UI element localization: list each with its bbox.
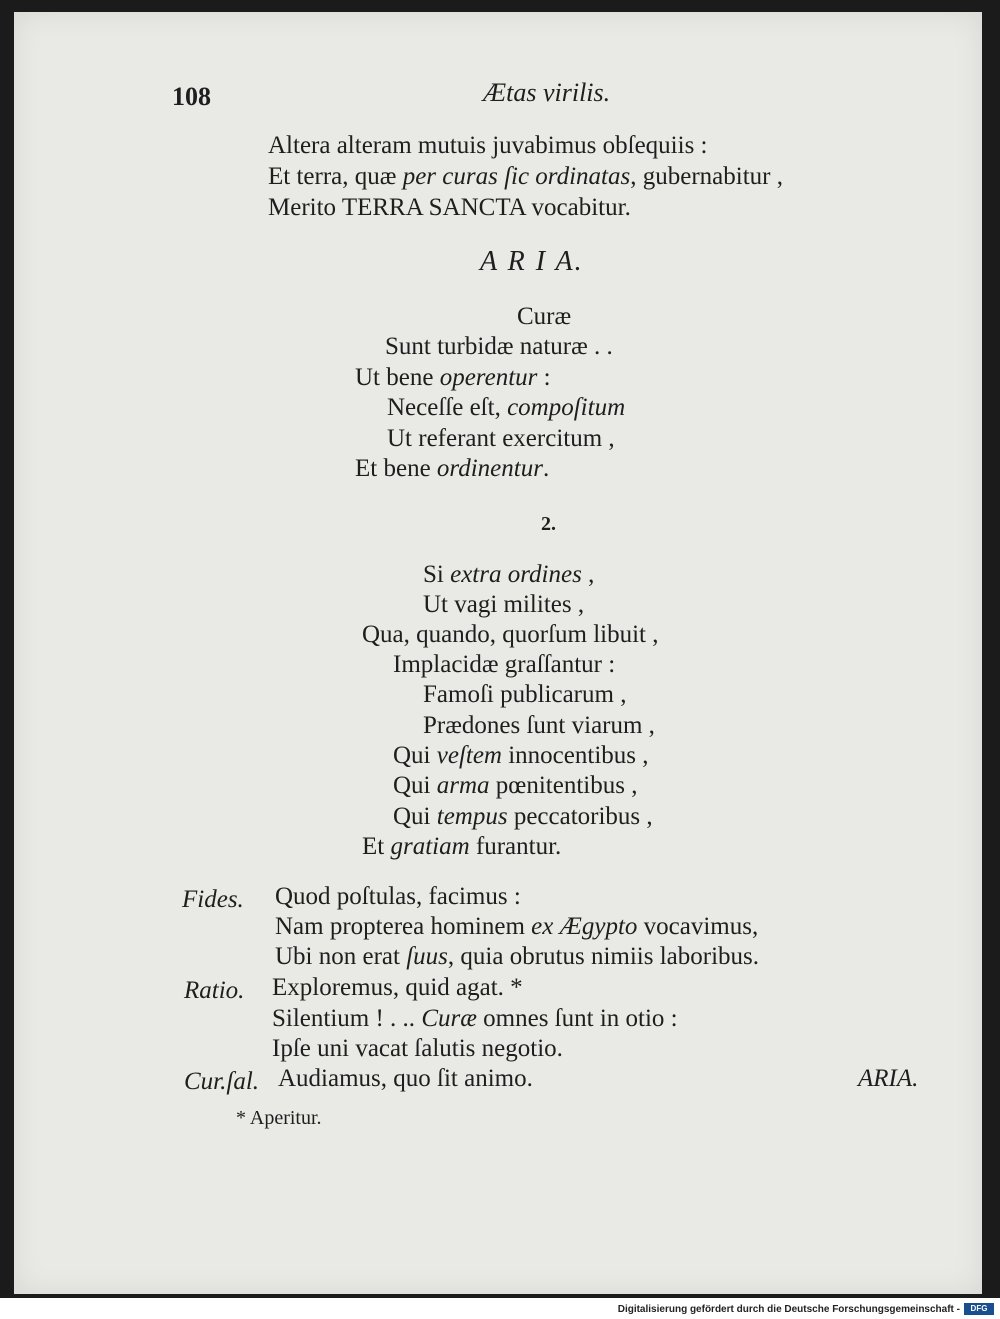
- aria-line: Qui tempus peccatoribus ,: [393, 803, 653, 830]
- aria-line: Qui veſtem innocentibus ,: [393, 742, 649, 769]
- catchword: ARIA.: [858, 1065, 919, 1092]
- speaker-ratio: Ratio.: [184, 977, 245, 1004]
- aria-line: Curæ: [517, 303, 572, 330]
- aria-line: Ut bene operentur :: [355, 364, 551, 391]
- aria-line: Qua, quando, quorſum libuit ,: [362, 621, 659, 648]
- speaker-fides: Fides.: [182, 886, 244, 913]
- dialogue-line: Ipſe uni vacat ſalutis negotio.: [272, 1035, 563, 1062]
- dialogue-line: Ubi non erat ſuus, quia obrutus nimiis laboribus.: [275, 943, 760, 970]
- aria-line: Neceſſe eſt, compoſitum: [387, 394, 626, 421]
- aria-line: Ut vagi milites ,: [423, 591, 585, 618]
- verse-line: Altera alteram mutuis juvabimus obſequiis :: [268, 132, 708, 159]
- dialogue-line: Silentium ! . .. Curæ omnes ſunt in otio :: [272, 1005, 678, 1032]
- aria-line: Qui arma pœnitentibus ,: [393, 772, 638, 799]
- aria-line: Famoſi publicarum ,: [423, 681, 627, 708]
- dialogue-line: Exploremus, quid agat. *: [272, 974, 523, 1001]
- aria-line: Prædones ſunt viarum ,: [423, 712, 655, 739]
- page-number: 108: [172, 82, 211, 111]
- aria-line: Implacidæ graſſantur :: [393, 651, 616, 678]
- verse-line: Merito TERRA SANCTA vocabitur.: [268, 194, 631, 221]
- aria-line: Sunt turbidæ naturæ . .: [385, 333, 613, 360]
- stanza-number: 2.: [541, 513, 556, 535]
- dialogue-line: Quod poſtulas, facimus :: [275, 883, 521, 910]
- digitization-footer: [0, 1300, 1000, 1319]
- dialogue-line: Nam propterea hominem ex Ægypto vocavimus,: [275, 913, 759, 940]
- aria-line: Ut referant exercitum ,: [387, 425, 615, 452]
- verse-line: Et terra, quæ per curas ſic ordinatas, gubernabitur ,: [268, 163, 783, 190]
- aria-heading: A R I A.: [480, 246, 584, 277]
- dfg-logo-icon: DFG: [964, 1303, 994, 1315]
- aria-line: Si extra ordines ,: [423, 561, 595, 588]
- speaker-cursal: Cur.ſal.: [184, 1068, 260, 1095]
- aria-line: Et bene ordinentur.: [355, 455, 550, 482]
- aria-line: Et gratiam furantur.: [362, 833, 562, 860]
- dialogue-line: Audiamus, quo ſit animo.: [278, 1065, 533, 1092]
- footer-credit: Digitalisierung gefördert durch die Deutsche Forschungsgemeinschaft -: [617, 1304, 960, 1315]
- running-head: Ætas virilis.: [483, 78, 611, 107]
- footnote: * Aperitur.: [236, 1107, 322, 1129]
